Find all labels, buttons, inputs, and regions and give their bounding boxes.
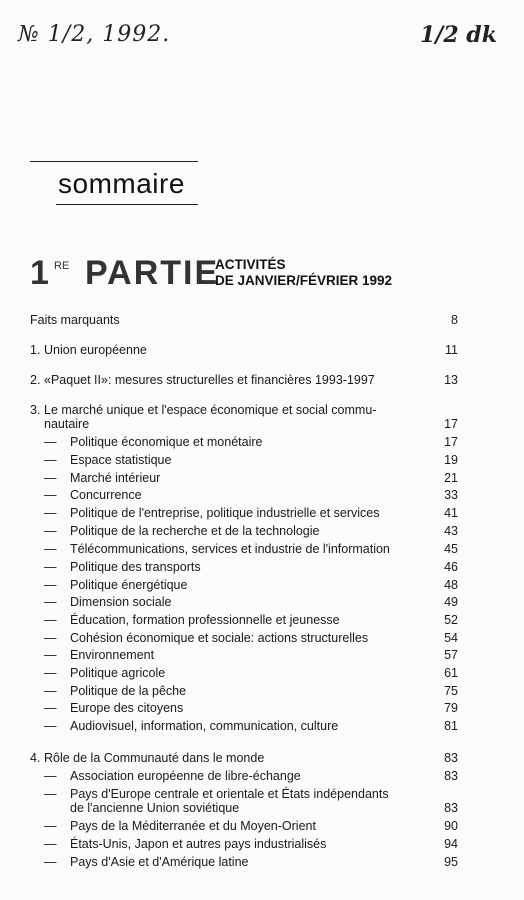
toc-entry-page: 11: [445, 343, 458, 357]
toc-entry-page: 83: [444, 801, 458, 815]
toc-entry-page: 21: [444, 471, 458, 485]
toc-entry-label: Pays d'Asie et d'Amérique latine: [70, 855, 249, 869]
toc-entry-dash: —: [44, 666, 57, 680]
toc-entry-label: Marché intérieur: [70, 471, 161, 485]
toc-entry-page: 75: [444, 684, 458, 698]
toc-entry-page: 61: [444, 666, 458, 680]
toc-entry-page: 17: [444, 417, 458, 431]
toc-entry-dash: —: [44, 855, 57, 869]
toc-entry-dash: —: [44, 542, 57, 556]
toc-entry-page: 95: [444, 855, 458, 869]
toc-entry-label: Dimension sociale: [70, 595, 172, 609]
toc-entry-label: Concurrence: [70, 488, 142, 502]
toc-entry-dash: —: [44, 631, 57, 645]
toc-entry-label: Éducation, formation professionnelle et jeunesse: [70, 613, 340, 627]
toc-entry-dash: —: [44, 524, 57, 538]
toc-entry-label: Politique agricole: [70, 666, 166, 680]
toc-entry-page: 17: [444, 435, 458, 449]
toc-entry-label: Le marché unique et l'espace économique et social commu-: [44, 403, 377, 417]
toc-entry-page: 43: [444, 524, 458, 538]
toc-entry-dash: —: [44, 435, 57, 449]
toc-entry-page: 13: [444, 373, 458, 387]
page-title: sommaire: [58, 168, 185, 199]
toc-entry-page: 54: [444, 631, 458, 645]
toc-entry-dash: —: [44, 595, 57, 609]
toc-entry-dash: —: [44, 701, 57, 715]
toc-entry-label: de l'ancienne Union soviétique: [70, 801, 240, 815]
toc-entry-label: Environnement: [70, 648, 155, 662]
toc-entry-dash: —: [44, 837, 57, 851]
toc-entry-dash: —: [44, 648, 57, 662]
toc-entry-page: 49: [444, 595, 458, 609]
toc-entry-dash: —: [44, 769, 57, 783]
title-top-rule: [30, 161, 198, 162]
toc-entry-label: Audiovisuel, information, communication, culture: [70, 719, 339, 733]
handwritten-note-right: 1/2 dk: [420, 22, 497, 48]
toc-entry-dash: —: [44, 506, 57, 520]
toc-entry-label: Espace statistique: [70, 453, 172, 467]
toc-entry-label: Association européenne de libre-échange: [70, 769, 301, 783]
toc-entry-page: 81: [444, 719, 458, 733]
toc-entry-page: 48: [444, 578, 458, 592]
toc-entry-dash: —: [44, 471, 57, 485]
toc-entry-label: Télécommunications, services et industrie de l'information: [70, 542, 390, 556]
toc-entry-page: 8: [451, 313, 458, 327]
toc-entry-page: 90: [444, 819, 458, 833]
toc-entry-page: 83: [444, 769, 458, 783]
toc-entry-label: Politique de l'entreprise, politique industrielle et services: [70, 506, 380, 520]
toc-entry-dash: —: [44, 488, 57, 502]
toc-entry-label: Politique des transports: [70, 560, 201, 574]
toc-entry-label: Politique énergétique: [70, 578, 188, 592]
toc-entry-dash: —: [44, 560, 57, 574]
toc-entry-label: Rôle de la Communauté dans le monde: [44, 751, 265, 765]
toc-entry-dash: —: [44, 613, 57, 627]
toc-entry-number: 1.: [30, 343, 41, 357]
toc-entry-label: Politique de la pêche: [70, 684, 187, 698]
part-subtitle: [215, 257, 392, 289]
toc-entry-page: 79: [444, 701, 458, 715]
part-word: PARTIE: [85, 254, 220, 292]
toc-entry-dash: —: [44, 819, 57, 833]
part-subtitle-line1: ACTIVITÉS: [215, 257, 286, 272]
toc-entry-page: 94: [444, 837, 458, 851]
toc-entry-dash: —: [44, 578, 57, 592]
toc-entry-label: États-Unis, Japon et autres pays industrialisés: [70, 837, 327, 851]
title-bottom-rule: [56, 204, 198, 205]
toc-entry-number: 3.: [30, 403, 41, 417]
toc-entry-label: Faits marquants: [30, 313, 120, 327]
toc-entry-label: Cohésion économique et sociale: actions structurelles: [70, 631, 369, 645]
toc-entry-page: 52: [444, 613, 458, 627]
toc-entry-label: Politique de la recherche et de la technologie: [70, 524, 320, 538]
toc-entry-page: 57: [444, 648, 458, 662]
toc-entry-page: 41: [444, 506, 458, 520]
toc-entry-label: Union européenne: [44, 343, 147, 357]
handwritten-note-left: № 1/2, 1992.: [18, 22, 171, 47]
toc-entry-label: nautaire: [44, 417, 90, 431]
toc-entry-page: 83: [444, 751, 458, 765]
part-number: 1: [30, 254, 49, 292]
toc-entry-number: 2.: [30, 373, 41, 387]
toc-entry-label: Politique économique et monétaire: [70, 435, 263, 449]
part-superscript: RE: [54, 260, 70, 272]
toc-entry-label: Europe des citoyens: [70, 701, 184, 715]
toc-entry-dash: —: [44, 787, 57, 801]
toc-entry-dash: —: [44, 719, 57, 733]
toc-entry-page: 46: [444, 560, 458, 574]
part-subtitle-line2: DE JANVIER/FÉVRIER 1992: [215, 273, 393, 288]
toc-entry-page: 33: [444, 488, 458, 502]
toc-entry-dash: —: [44, 453, 57, 467]
toc-entry-page: 19: [444, 453, 458, 467]
toc-entry-label: Pays d'Europe centrale et orientale et États indépendants: [70, 787, 389, 801]
toc-entry-label: Pays de la Méditerranée et du Moyen-Orient: [70, 819, 316, 833]
toc-entry-label: «Paquet II»: mesures structurelles et financières 1993-1997: [44, 373, 375, 387]
toc-entry-number: 4.: [30, 751, 41, 765]
toc-entry-dash: —: [44, 684, 57, 698]
toc-entry-page: 45: [444, 542, 458, 556]
